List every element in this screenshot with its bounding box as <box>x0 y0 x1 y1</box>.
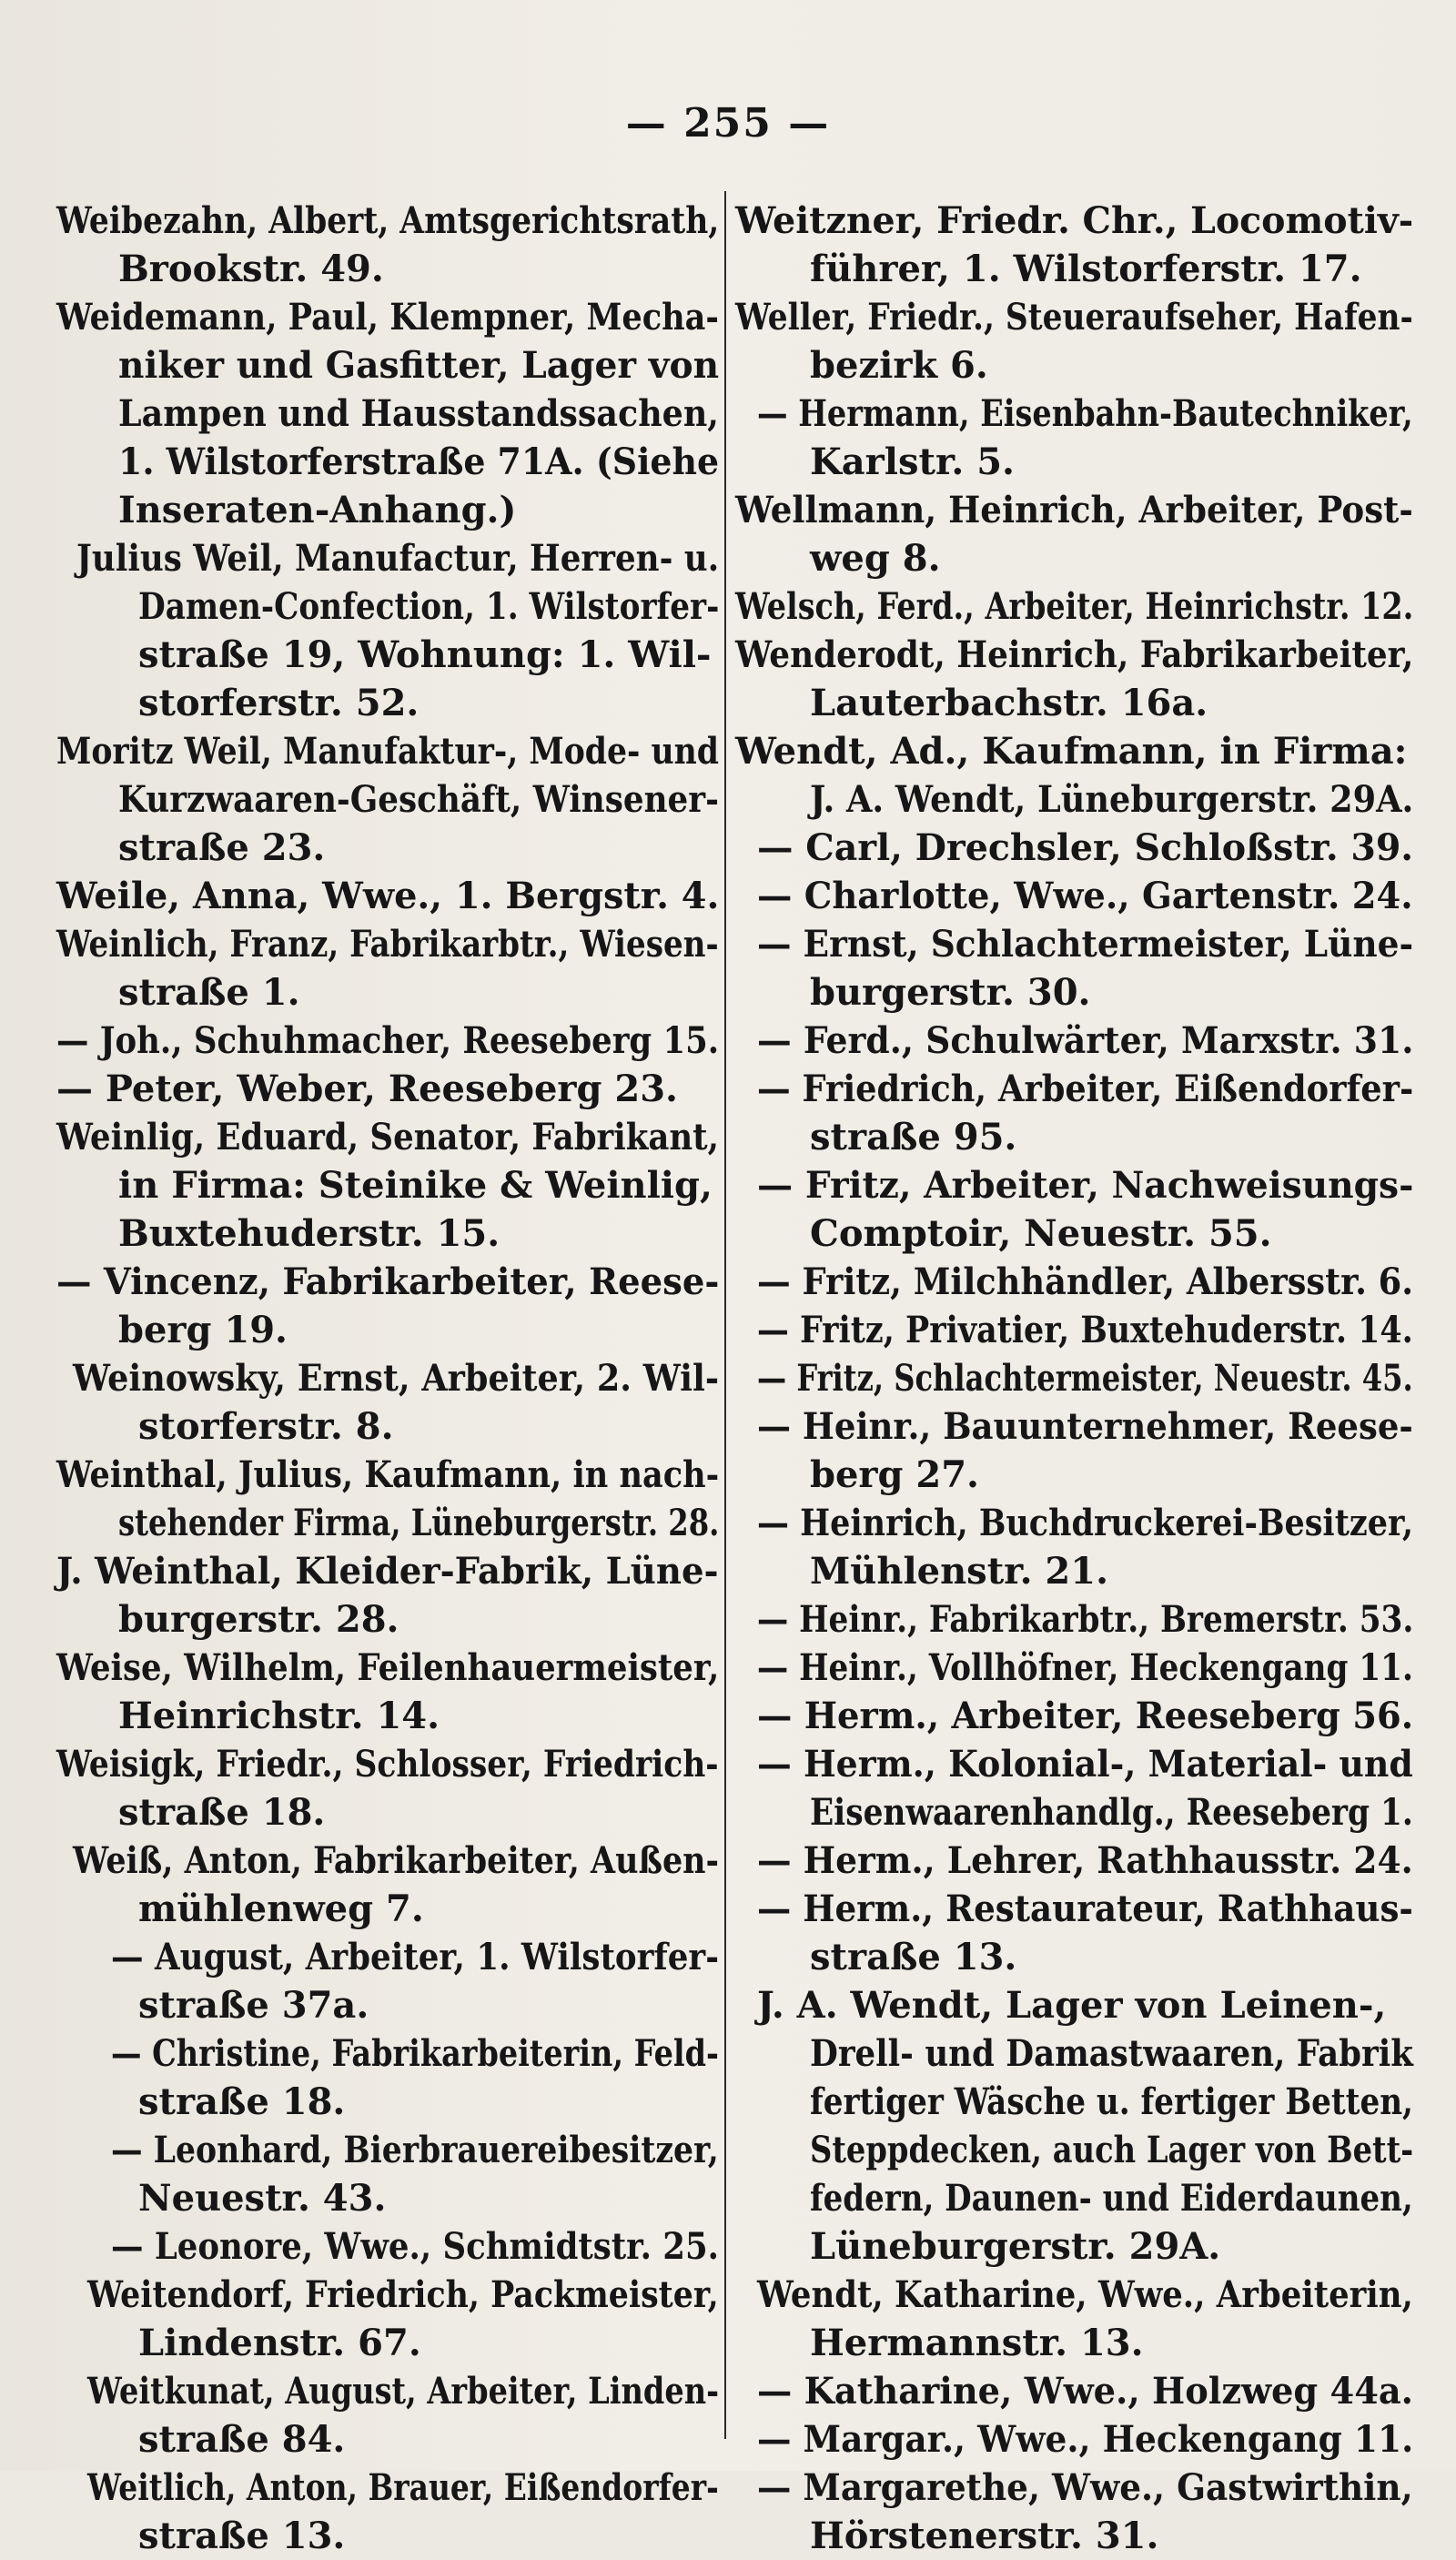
entry-line: Weidemann, Paul, Klempner, Mecha- <box>56 296 719 339</box>
entry-line: berg 19. <box>118 1309 288 1351</box>
entry-line: straße 18. <box>118 1791 326 1834</box>
entry-line: — Friedrich, Arbeiter, Eißendorfer- <box>757 1068 1414 1110</box>
entry-line: — Heinrich, Buchdruckerei-Besitzer, <box>757 1502 1413 1544</box>
entry-line: burgerstr. 30. <box>810 971 1091 1014</box>
entry-line: Weinthal, Julius, Kaufmann, in nach- <box>56 1453 720 1496</box>
entry-line: Inseraten-Anhang.) <box>118 489 517 531</box>
entry-line: — Heinr., Fabrikarbtr., Bremerstr. 53. <box>757 1598 1414 1641</box>
left-column <box>56 197 719 2560</box>
entry-line: straße 23. <box>118 826 326 869</box>
entry-line: Lüneburgerstr. 29A. <box>810 2225 1221 2268</box>
entry-line: Weinowsky, Ernst, Arbeiter, 2. Wil- <box>73 1357 720 1400</box>
entry-line: führer, 1. Wilstorferstr. 17. <box>810 248 1362 290</box>
entry-line: Steppdecken, auch Lager von Bett- <box>810 2129 1414 2171</box>
entry-line: straße 37a. <box>138 1984 369 2027</box>
entry-line: Comptoir, Neuestr. 55. <box>810 1212 1272 1255</box>
entry-line: Weitkunat, August, Arbeiter, Linden- <box>87 2370 720 2413</box>
entry-line: in Firma: Steinike & Weinlig, <box>118 1164 713 1207</box>
entry-line: Julius Weil, Manufactur, Herren- u. <box>76 537 720 580</box>
entry-line: — Fritz, Milchhändler, Albersstr. 6. <box>757 1260 1413 1303</box>
entry-line: Hermannstr. 13. <box>810 2322 1144 2364</box>
entry-line: J. A. Wendt, Lüneburgerstr. 29A. <box>810 778 1414 821</box>
entry-line: burgerstr. 28. <box>118 1598 399 1641</box>
entry-line: J. Weinthal, Kleider-Fabrik, Lüne- <box>56 1550 719 1593</box>
entry-line: — Joh., Schuhmacher, Reeseberg 15. <box>56 1019 720 1062</box>
entry-line: Heinrichstr. 14. <box>118 1695 440 1737</box>
entry-line: — Katharine, Wwe., Holzweg 44a. <box>757 2370 1413 2413</box>
entry-line: — Margar., Wwe., Heckengang 11. <box>757 2418 1414 2461</box>
entry-line: Weller, Friedr., Steueraufseher, Hafen- <box>735 296 1413 339</box>
entry-line: — Christine, Fabrikarbeiterin, Feld- <box>111 2032 719 2075</box>
entry-line: straße 13. <box>810 1936 1017 1978</box>
entry-line: — Heinr., Vollhöfner, Heckengang 11. <box>757 1646 1413 1689</box>
entry-line: Wendt, Katharine, Wwe., Arbeiterin, <box>757 2273 1413 2316</box>
entry-line: bezirk 6. <box>810 344 988 387</box>
entry-line: storferstr. 8. <box>138 1405 394 1448</box>
right-column <box>735 197 1413 2560</box>
entry-line: straße 95. <box>810 1116 1017 1159</box>
entry-line: Wendt, Ad., Kaufmann, in Firma: <box>735 730 1408 773</box>
entry-line: stehender Firma, Lüneburgerstr. 28. <box>118 1502 720 1544</box>
entry-line: straße 84. <box>138 2418 346 2461</box>
entry-line: Weibezahn, Albert, Amtsgerichtsrath, <box>56 199 720 242</box>
entry-line: — Herm., Kolonial-, Material- und <box>757 1743 1413 1786</box>
entry-line: Neuestr. 43. <box>138 2177 387 2220</box>
entry-line: Weiß, Anton, Fabrikarbeiter, Außen- <box>73 1839 720 1882</box>
entry-line: 1. Wilstorferstraße 71A. (Siehe <box>118 440 720 483</box>
entry-line: federn, Daunen- und Eiderdaunen, <box>810 2177 1413 2220</box>
page-number: — 255 — <box>625 100 831 147</box>
entry-line: Wellmann, Heinrich, Arbeiter, Post- <box>735 489 1413 531</box>
entry-line: — August, Arbeiter, 1. Wilstorfer- <box>111 1936 719 1978</box>
entry-line: — Fritz, Privatier, Buxtehuderstr. 14. <box>757 1309 1413 1351</box>
entry-line: Drell- und Damastwaaren, Fabrik <box>810 2032 1413 2075</box>
column-divider <box>724 191 726 2439</box>
entry-line: Mühlenstr. 21. <box>810 1550 1109 1593</box>
entry-line: — Herm., Restaurateur, Rathhaus- <box>757 1887 1413 1930</box>
entry-line: Hörstenerstr. 31. <box>810 2514 1159 2557</box>
entry-line: — Margarethe, Wwe., Gastwirthin, <box>757 2466 1413 2509</box>
entry-line: Moritz Weil, Manufaktur-, Mode- und <box>56 730 720 773</box>
entry-line: — Leonore, Wwe., Schmidtstr. 25. <box>111 2225 720 2268</box>
entry-line: Lindenstr. 67. <box>138 2322 421 2364</box>
entry-line: — Hermann, Eisenbahn-Bautechniker, <box>757 392 1413 435</box>
entry-line: — Fritz, Arbeiter, Nachweisungs- <box>757 1164 1414 1207</box>
entry-line: weg 8. <box>810 537 941 580</box>
entry-line: Weitendorf, Friedrich, Packmeister, <box>87 2273 719 2316</box>
entry-line: Weisigk, Friedr., Schlosser, Friedrich- <box>56 1743 719 1786</box>
entry-line: mühlenweg 7. <box>138 1887 424 1930</box>
entry-line: — Vincenz, Fabrikarbeiter, Reese- <box>56 1260 720 1303</box>
entry-line: — Herm., Lehrer, Rathhausstr. 24. <box>757 1839 1413 1882</box>
entry-line: Lampen und Hausstandssachen, <box>118 392 719 435</box>
entry-line: — Peter, Weber, Reeseberg 23. <box>56 1068 678 1110</box>
entry-line: niker und Gasfitter, Lager von <box>118 344 720 387</box>
entry-line: J. A. Wendt, Lager von Leinen-, <box>757 1984 1387 2027</box>
entry-line: Wenderodt, Heinrich, Fabrikarbeiter, <box>735 633 1414 676</box>
entry-line: Karlstr. 5. <box>810 440 1015 483</box>
entry-line: straße 1. <box>118 971 300 1014</box>
entry-line: Damen-Confection, 1. Wilstorfer- <box>138 585 720 628</box>
entry-line: — Charlotte, Wwe., Gartenstr. 24. <box>757 875 1413 917</box>
entry-line: Kurzwaaren-Geschäft, Winsener- <box>118 778 719 821</box>
entry-line: — Carl, Drechsler, Schloßstr. 39. <box>757 826 1414 869</box>
entry-line: — Herm., Arbeiter, Reeseberg 56. <box>757 1695 1414 1737</box>
entry-line: Lauterbachstr. 16a. <box>810 682 1208 724</box>
entry-line: Buxtehuderstr. 15. <box>118 1212 500 1255</box>
entry-line: Weitlich, Anton, Brauer, Eißendorfer- <box>87 2466 719 2509</box>
entry-line: Weinlich, Franz, Fabrikarbtr., Wiesen- <box>56 923 719 966</box>
entry-line: — Heinr., Bauunternehmer, Reese- <box>757 1405 1413 1448</box>
entry-line: Weinlig, Eduard, Senator, Fabrikant, <box>56 1116 719 1159</box>
entry-line: fertiger Wäsche u. fertiger Betten, <box>810 2080 1413 2123</box>
entry-line: straße 13. <box>138 2514 346 2557</box>
entry-line: Weise, Wilhelm, Feilenhauermeister, <box>56 1646 720 1689</box>
entry-line: — Fritz, Schlachtermeister, Neuestr. 45. <box>757 1357 1413 1400</box>
entry-line: straße 19, Wohnung: 1. Wil- <box>138 633 712 676</box>
entry-line: — Ferd., Schulwärter, Marxstr. 31. <box>757 1019 1414 1062</box>
entry-line: Weile, Anna, Wwe., 1. Bergstr. 4. <box>56 875 720 917</box>
entry-line: — Ernst, Schlachtermeister, Lüne- <box>757 923 1414 966</box>
entry-line: — Leonhard, Bierbrauereibesitzer, <box>111 2129 719 2171</box>
entry-line: straße 18. <box>138 2080 346 2123</box>
entry-line: Welsch, Ferd., Arbeiter, Heinrichstr. 12. <box>735 585 1414 628</box>
entry-line: Weitzner, Friedr. Chr., Locomotiv- <box>735 199 1414 242</box>
entry-line: Eisenwaarenhandlg., Reeseberg 1. <box>810 1791 1413 1834</box>
entry-line: berg 27. <box>810 1453 979 1496</box>
entry-line: storferstr. 52. <box>138 682 420 724</box>
entry-line: Brookstr. 49. <box>118 248 384 290</box>
